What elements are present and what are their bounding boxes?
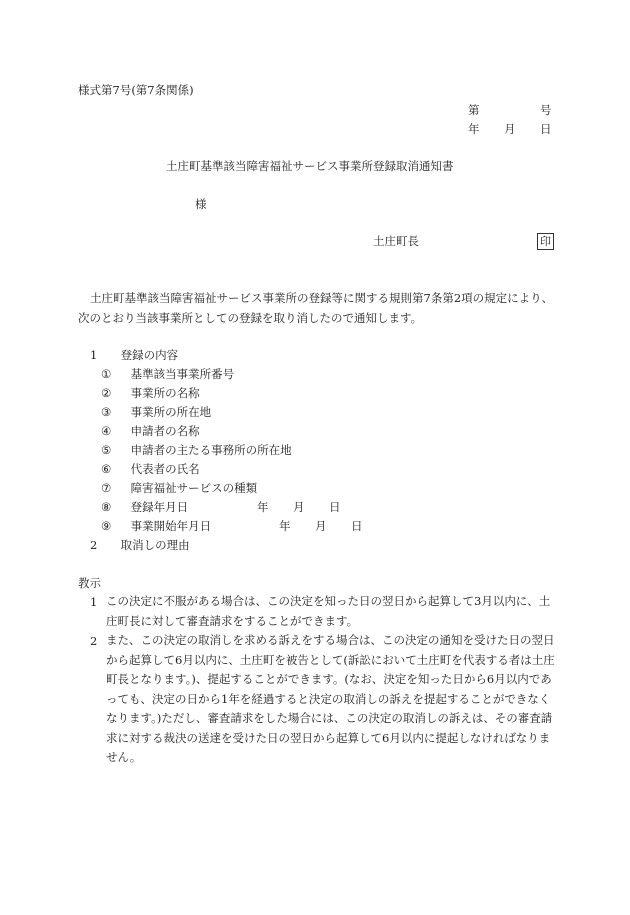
list-item	[101, 388, 200, 400]
section-1-heading	[90, 350, 178, 362]
section-1-number: 1	[90, 348, 98, 362]
section-2-label: 取消しの理由	[120, 538, 190, 552]
document-title: 土庄町基準該当障害福祉サービス事業所登録取消通知書	[166, 159, 454, 173]
list-item-number: ⑥	[101, 462, 112, 476]
registration-date-month: 月	[293, 500, 305, 514]
sender-name: 土庄町長	[373, 234, 419, 248]
seal-box: 印	[537, 233, 554, 250]
list-item-label: 登録年月日	[130, 500, 189, 514]
list-item-number: ⑧	[101, 500, 112, 514]
list-item	[101, 445, 292, 457]
date-month: 月	[504, 122, 516, 136]
list-item-label: 事業所の名称	[130, 386, 200, 400]
form-number: 様式第7号(第7条関係)	[78, 83, 194, 97]
list-item	[101, 426, 200, 438]
notice-2-text: また、この決定の取消しを求める訴えをする場合は、この決定の通知を受けた日の翌日から起算して6月以内に、土庄町を被告として(訴訟において土庄町を代表する者は土庄町長となります。)、提起することができます。(なお、決定を知った日から6月以内であっても、決定の日から1年を経過すると決定の取消しの訴えを提起することができなくなります。)ただし、審査請求をした場合には、この決定の取消しの訴えは、その審査請求に対する裁決の送達を受けた日の翌日から起算して6月以内に提起しなければなりません。	[106, 633, 555, 764]
list-item-number: ⑨	[101, 519, 112, 533]
notice-2-number: 2	[90, 634, 98, 648]
section-2-number: 2	[90, 538, 98, 552]
list-item-number: ①	[101, 367, 112, 381]
registration-date-year: 年	[257, 500, 269, 514]
list-item-label: 申請者の主たる事務所の所在地	[130, 443, 292, 457]
notice-heading: 教示	[78, 576, 101, 590]
date-year: 年	[468, 122, 480, 136]
list-item-label: 基準該当事業所番号	[130, 367, 235, 381]
section-1-label: 登録の内容	[120, 348, 179, 362]
start-date-day: 日	[351, 519, 363, 533]
body-text-line-1: 土庄町基準該当障害福祉サービス事業所の登録等に関する規則第7条第2項の規定により、	[90, 291, 554, 305]
registration-date-day: 日	[329, 500, 341, 514]
list-item	[101, 502, 188, 514]
date-day: 日	[540, 122, 552, 136]
section-2-heading	[90, 540, 190, 552]
list-item	[101, 464, 200, 476]
body-text-line-2: 次のとおり当該事業所としての登録を取り消したので通知します。	[78, 311, 423, 325]
list-item	[101, 483, 257, 495]
list-item	[101, 521, 211, 533]
list-item-label: 申請者の名称	[130, 424, 200, 438]
list-item-number: ②	[101, 386, 112, 400]
seal-mark	[537, 233, 554, 250]
list-item	[101, 369, 234, 381]
list-item-label: 代表者の氏名	[130, 462, 200, 476]
list-item-label: 事業所の所在地	[130, 405, 212, 419]
start-date-year: 年	[279, 519, 291, 533]
list-item-number: ④	[101, 424, 112, 438]
list-item-label: 障害福祉サービスの種類	[130, 481, 258, 495]
list-item-number: ③	[101, 405, 112, 419]
list-item-label: 事業開始年月日	[130, 519, 212, 533]
addressee-suffix: 様	[195, 197, 207, 211]
list-item	[101, 407, 211, 419]
doc-number-prefix: 第	[468, 103, 480, 117]
notice-1-number: 1	[90, 595, 98, 609]
list-item-number: ⑤	[101, 443, 112, 457]
doc-number-suffix: 号	[540, 103, 552, 117]
start-date-month: 月	[315, 519, 327, 533]
notice-1-text: この決定に不服がある場合は、この決定を知った日の翌日から起算して3月以内に、土庄町長に対して審査請求をすることができます。	[106, 594, 551, 628]
list-item-number: ⑦	[101, 481, 112, 495]
